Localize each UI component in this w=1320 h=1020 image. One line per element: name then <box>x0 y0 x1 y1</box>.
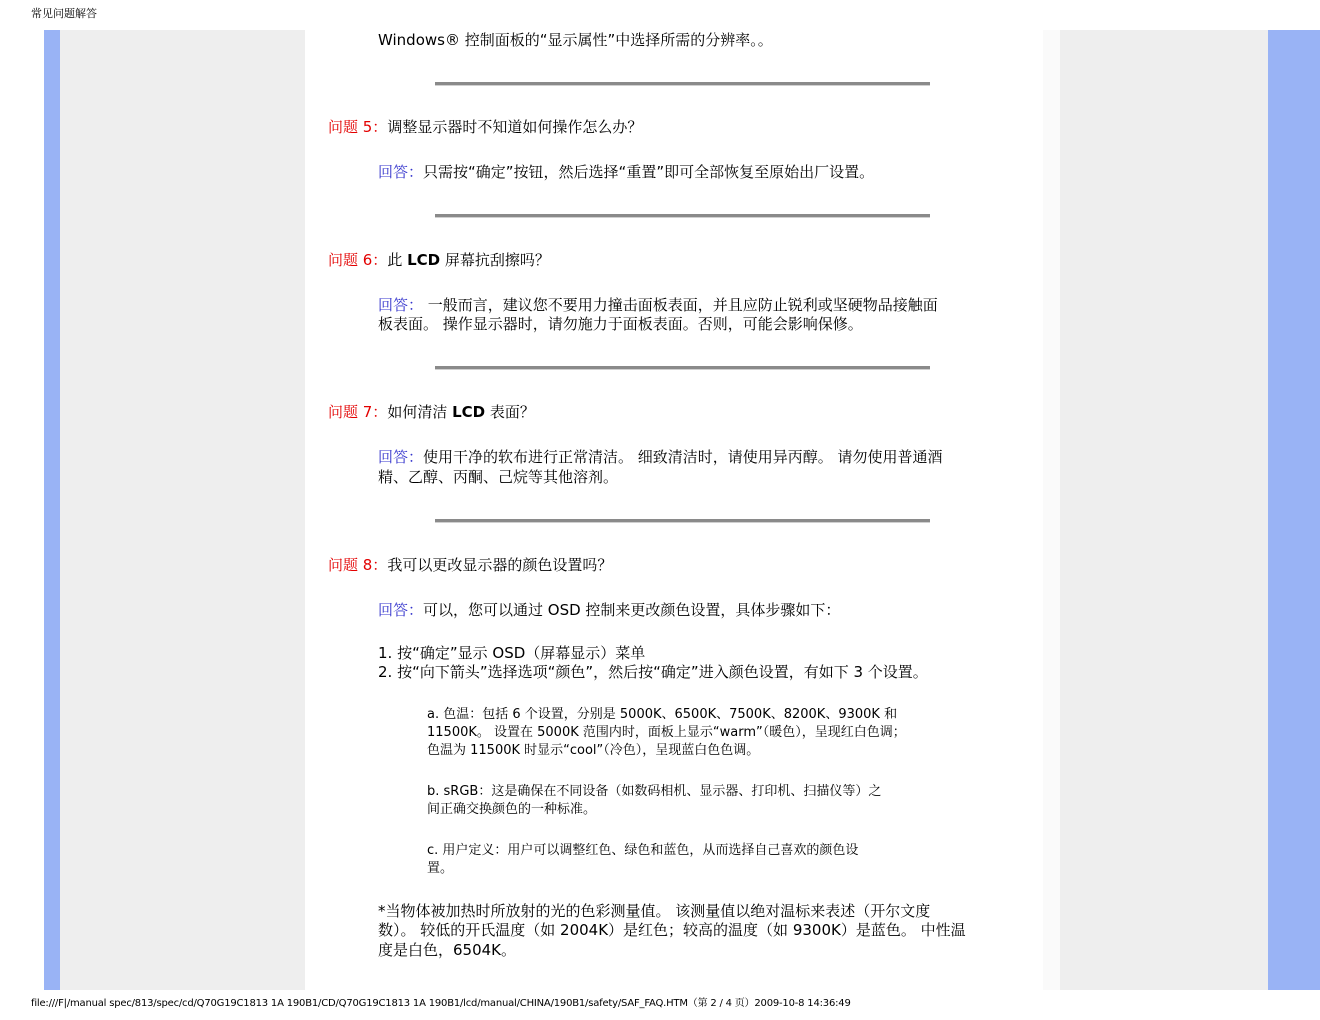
question-7-text-a: 如何清洁 <box>387 403 453 421</box>
question-7-text-c: 表面？ <box>485 403 535 421</box>
option-a-line-2: 11500K。 设置在 5000K 范围内时，面板上显示“warm”（暖色），呈现红白色调； <box>427 725 906 740</box>
page-header-title: 常见问题解答 <box>31 7 97 20</box>
option-b-line-1: b. sRGB：这是确保在不同设备（如数码相机、显示器、打印机、扫描仪等）之 <box>427 784 882 799</box>
divider-rule <box>435 519 930 523</box>
right-gray-margin <box>1060 30 1268 990</box>
question-7-label: 问题 7： <box>328 403 388 421</box>
answer-8 <box>378 600 840 620</box>
answer-5 <box>378 162 874 182</box>
left-blue-border <box>44 30 60 990</box>
answer-6-text-1: 一般而言，建议您不要用力撞击面板表面，并且应防止锐利或坚硬物品接触面 <box>423 296 938 314</box>
option-a-line-3: 色温为 11500K 时显示“cool”（冷色），呈现蓝白色色调。 <box>427 743 760 758</box>
option-c-line-1: c. 用户定义：用户可以调整红色、绿色和蓝色，从而选择自己喜欢的颜色设 <box>427 843 859 858</box>
footnote-line-3: 度是白色，6504K。 <box>378 941 517 959</box>
question-8 <box>328 555 612 575</box>
step-1: 1. 按“确定”显示 OSD（屏幕显示）菜单 <box>378 644 646 662</box>
question-7 <box>328 402 535 422</box>
answer-7-text-1: 使用干净的软布进行正常清洁。 细致清洁时，请使用异丙醇。 请勿使用普通酒 <box>423 448 943 466</box>
question-6-label: 问题 6： <box>328 251 388 269</box>
divider-rule <box>435 214 930 218</box>
answer-7-line-2: 精、乙醇、丙酮、己烷等其他溶剂。 <box>378 468 619 486</box>
question-6-text-c: 屏幕抗刮擦吗？ <box>440 251 550 269</box>
right-divider-strip <box>1043 30 1060 990</box>
divider-rule <box>435 366 930 370</box>
answer-5-label: 回答： <box>378 163 424 181</box>
option-a-line-1: a. 色温：包括 6 个设置，分别是 5000K、6500K、7500K、8200K、9300K 和 <box>427 707 898 722</box>
question-6 <box>328 250 550 270</box>
answer-6-line-1 <box>378 295 938 315</box>
option-b-line-2: 间正确交换颜色的一种标准。 <box>427 802 597 817</box>
answer-7-line-1 <box>378 447 943 467</box>
divider-rule <box>435 82 930 86</box>
intro-text: Windows® 控制面板的“显示属性”中选择所需的分辨率。。 <box>378 31 773 49</box>
footnote-line-1: *当物体被加热时所放射的光的色彩测量值。 该测量值以绝对温标来表述（开尔文度 <box>378 902 931 920</box>
footnote-line-2: 数）。 较低的开氏温度（如 2004K）是红色；较高的温度（如 9300K）是蓝色。 中性温 <box>378 921 966 939</box>
answer-7-label: 回答： <box>378 448 424 466</box>
right-blue-border <box>1268 30 1320 990</box>
question-8-text: 我可以更改显示器的颜色设置吗？ <box>387 556 613 574</box>
question-5-label: 问题 5： <box>328 118 388 136</box>
answer-6-label: 回答： <box>378 296 424 314</box>
answer-8-label: 回答： <box>378 601 424 619</box>
question-5-text: 调整显示器时不知道如何操作怎么办？ <box>387 118 643 136</box>
page-footer-path: file:///F|/manual spec/813/spec/cd/Q70G19C1813 1A 190B1/CD/Q70G19C1813 1A 190B1/lcd/manual/CHINA/190B1/safety/SAF_FAQ.HTM（第 2 / 4 页）2009-10-8 14:36:49 <box>31 998 851 1009</box>
question-6-text-lcd: LCD <box>407 251 441 269</box>
step-2: 2. 按“向下箭头”选择选项“颜色”，然后按“确定”进入颜色设置，有如下 3 个设置。 <box>378 663 928 681</box>
question-7-text-lcd: LCD <box>452 403 486 421</box>
answer-8-text: 可以，您可以通过 OSD 控制来更改颜色设置，具体步骤如下： <box>423 601 841 619</box>
option-c-line-2: 置。 <box>427 861 454 876</box>
left-gray-margin <box>60 30 305 990</box>
answer-6-line-2: 板表面。 操作显示器时，请勿施力于面板表面。否则，可能会影响保修。 <box>378 315 863 333</box>
answer-5-text: 只需按“确定”按钮，然后选择“重置”即可全部恢复至原始出厂设置。 <box>423 163 875 181</box>
question-5 <box>328 117 642 137</box>
question-8-label: 问题 8： <box>328 556 388 574</box>
question-6-text-a: 此 <box>387 251 408 269</box>
